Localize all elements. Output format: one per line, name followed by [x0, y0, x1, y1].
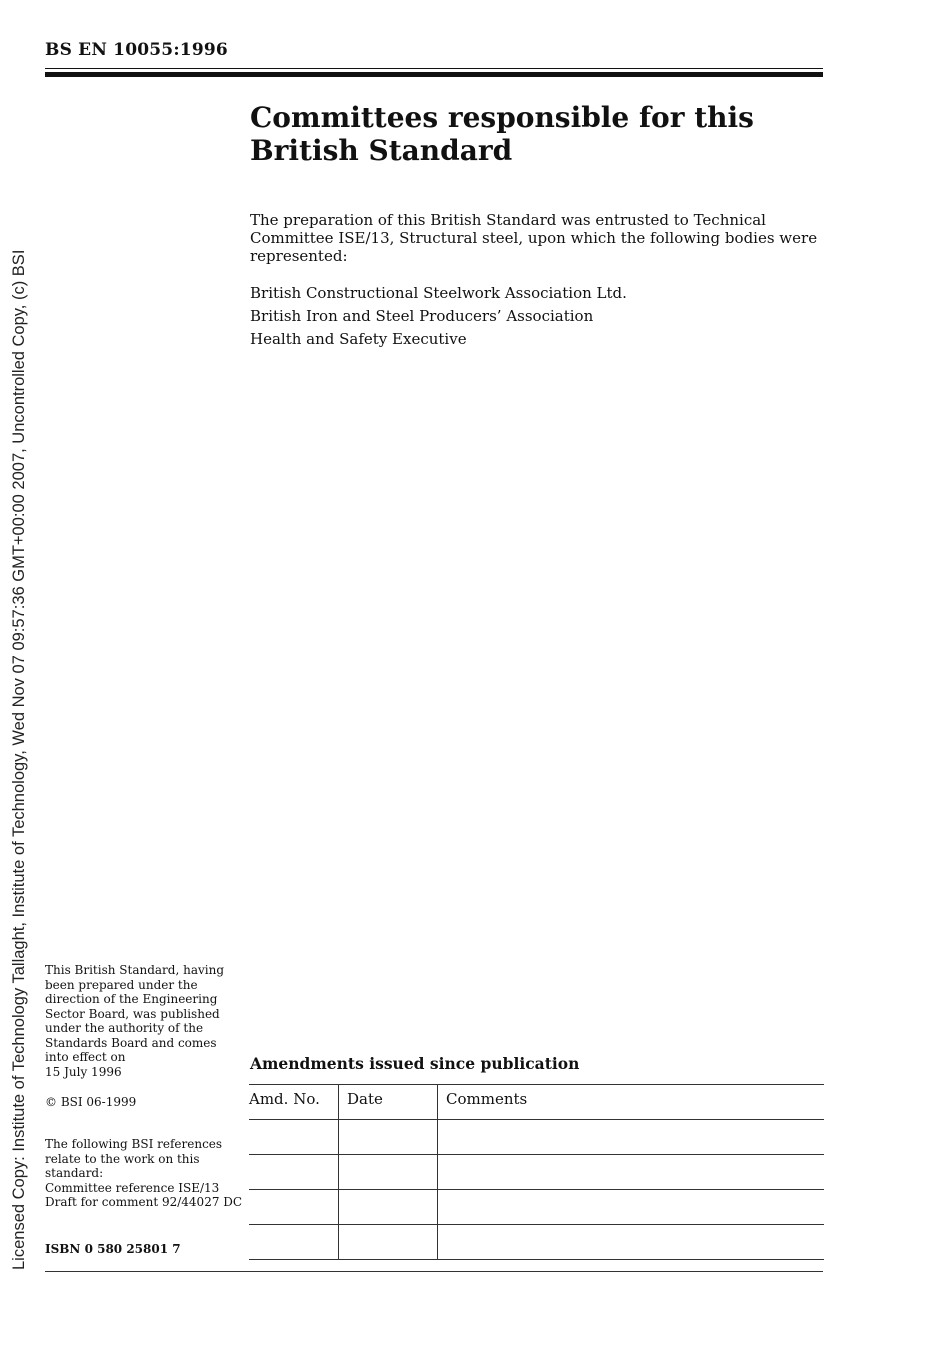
table-cell — [339, 1225, 438, 1260]
table-cell — [438, 1225, 825, 1260]
column-header-date: Date — [339, 1085, 438, 1120]
table-cell — [438, 1190, 825, 1225]
table-row — [249, 1225, 824, 1260]
license-watermark: Licensed Copy: Institute of Technology Tallaght, Institute of Technology, Wed Nov 07 09:57:36 GMT+00:00 2007, Uncontrolled Copy, (c) BSI — [10, 249, 28, 1270]
table-cell — [438, 1120, 825, 1155]
column-header-comments: Comments — [438, 1085, 825, 1120]
list-item: British Iron and Steel Producers’ Association — [250, 307, 594, 325]
table-cell — [249, 1190, 339, 1225]
refs-intro: The following BSI references relate to the work on this standard: — [45, 1137, 223, 1180]
copyright-notice: © BSI 06-1999 — [45, 1095, 137, 1109]
draft-reference: Draft for comment 92/44027 DC — [45, 1195, 243, 1209]
table-cell — [249, 1155, 339, 1190]
committee-intro: The preparation of this British Standard was entrusted to Technical Committee ISE/13, Structural steel, upon which the following bodies were represented: — [250, 211, 818, 265]
table-row — [249, 1155, 824, 1190]
amendments-title: Amendments issued since publication — [250, 1054, 580, 1073]
column-header-amd-no: Amd. No. — [249, 1085, 339, 1120]
represented-bodies-list — [250, 282, 627, 351]
header-rule-thin — [45, 68, 823, 69]
page-title-line1: Committees responsible for this — [250, 101, 754, 134]
table-cell — [249, 1120, 339, 1155]
table-cell — [339, 1155, 438, 1190]
table-row — [249, 1120, 824, 1155]
bsi-references — [45, 1137, 245, 1210]
page-title — [250, 101, 810, 167]
footer-rule — [45, 1271, 823, 1272]
page-title-line2: British Standard — [250, 134, 513, 167]
list-item: Health and Safety Executive — [250, 330, 467, 348]
table-cell — [438, 1155, 825, 1190]
table-header-row — [249, 1085, 824, 1120]
table-cell — [339, 1120, 438, 1155]
publication-note-text: This British Standard, having been prepared under the direction of the Engineering Sector Board, was published under the authority of the Standards Board and comes into effect on — [45, 963, 225, 1064]
header-rule-thick — [45, 72, 823, 77]
document-code: BS EN 10055:1996 — [45, 40, 228, 60]
publication-note — [45, 963, 240, 1079]
committee-reference: Committee reference ISE/13 — [45, 1180, 220, 1195]
effective-date: 15 July 1996 — [45, 1064, 122, 1079]
table-cell — [339, 1190, 438, 1225]
isbn: ISBN 0 580 25801 7 — [45, 1242, 181, 1256]
table-row — [249, 1190, 824, 1225]
table-cell — [249, 1225, 339, 1260]
list-item: British Constructional Steelwork Association Ltd. — [250, 284, 627, 302]
amendments-table — [249, 1084, 824, 1260]
